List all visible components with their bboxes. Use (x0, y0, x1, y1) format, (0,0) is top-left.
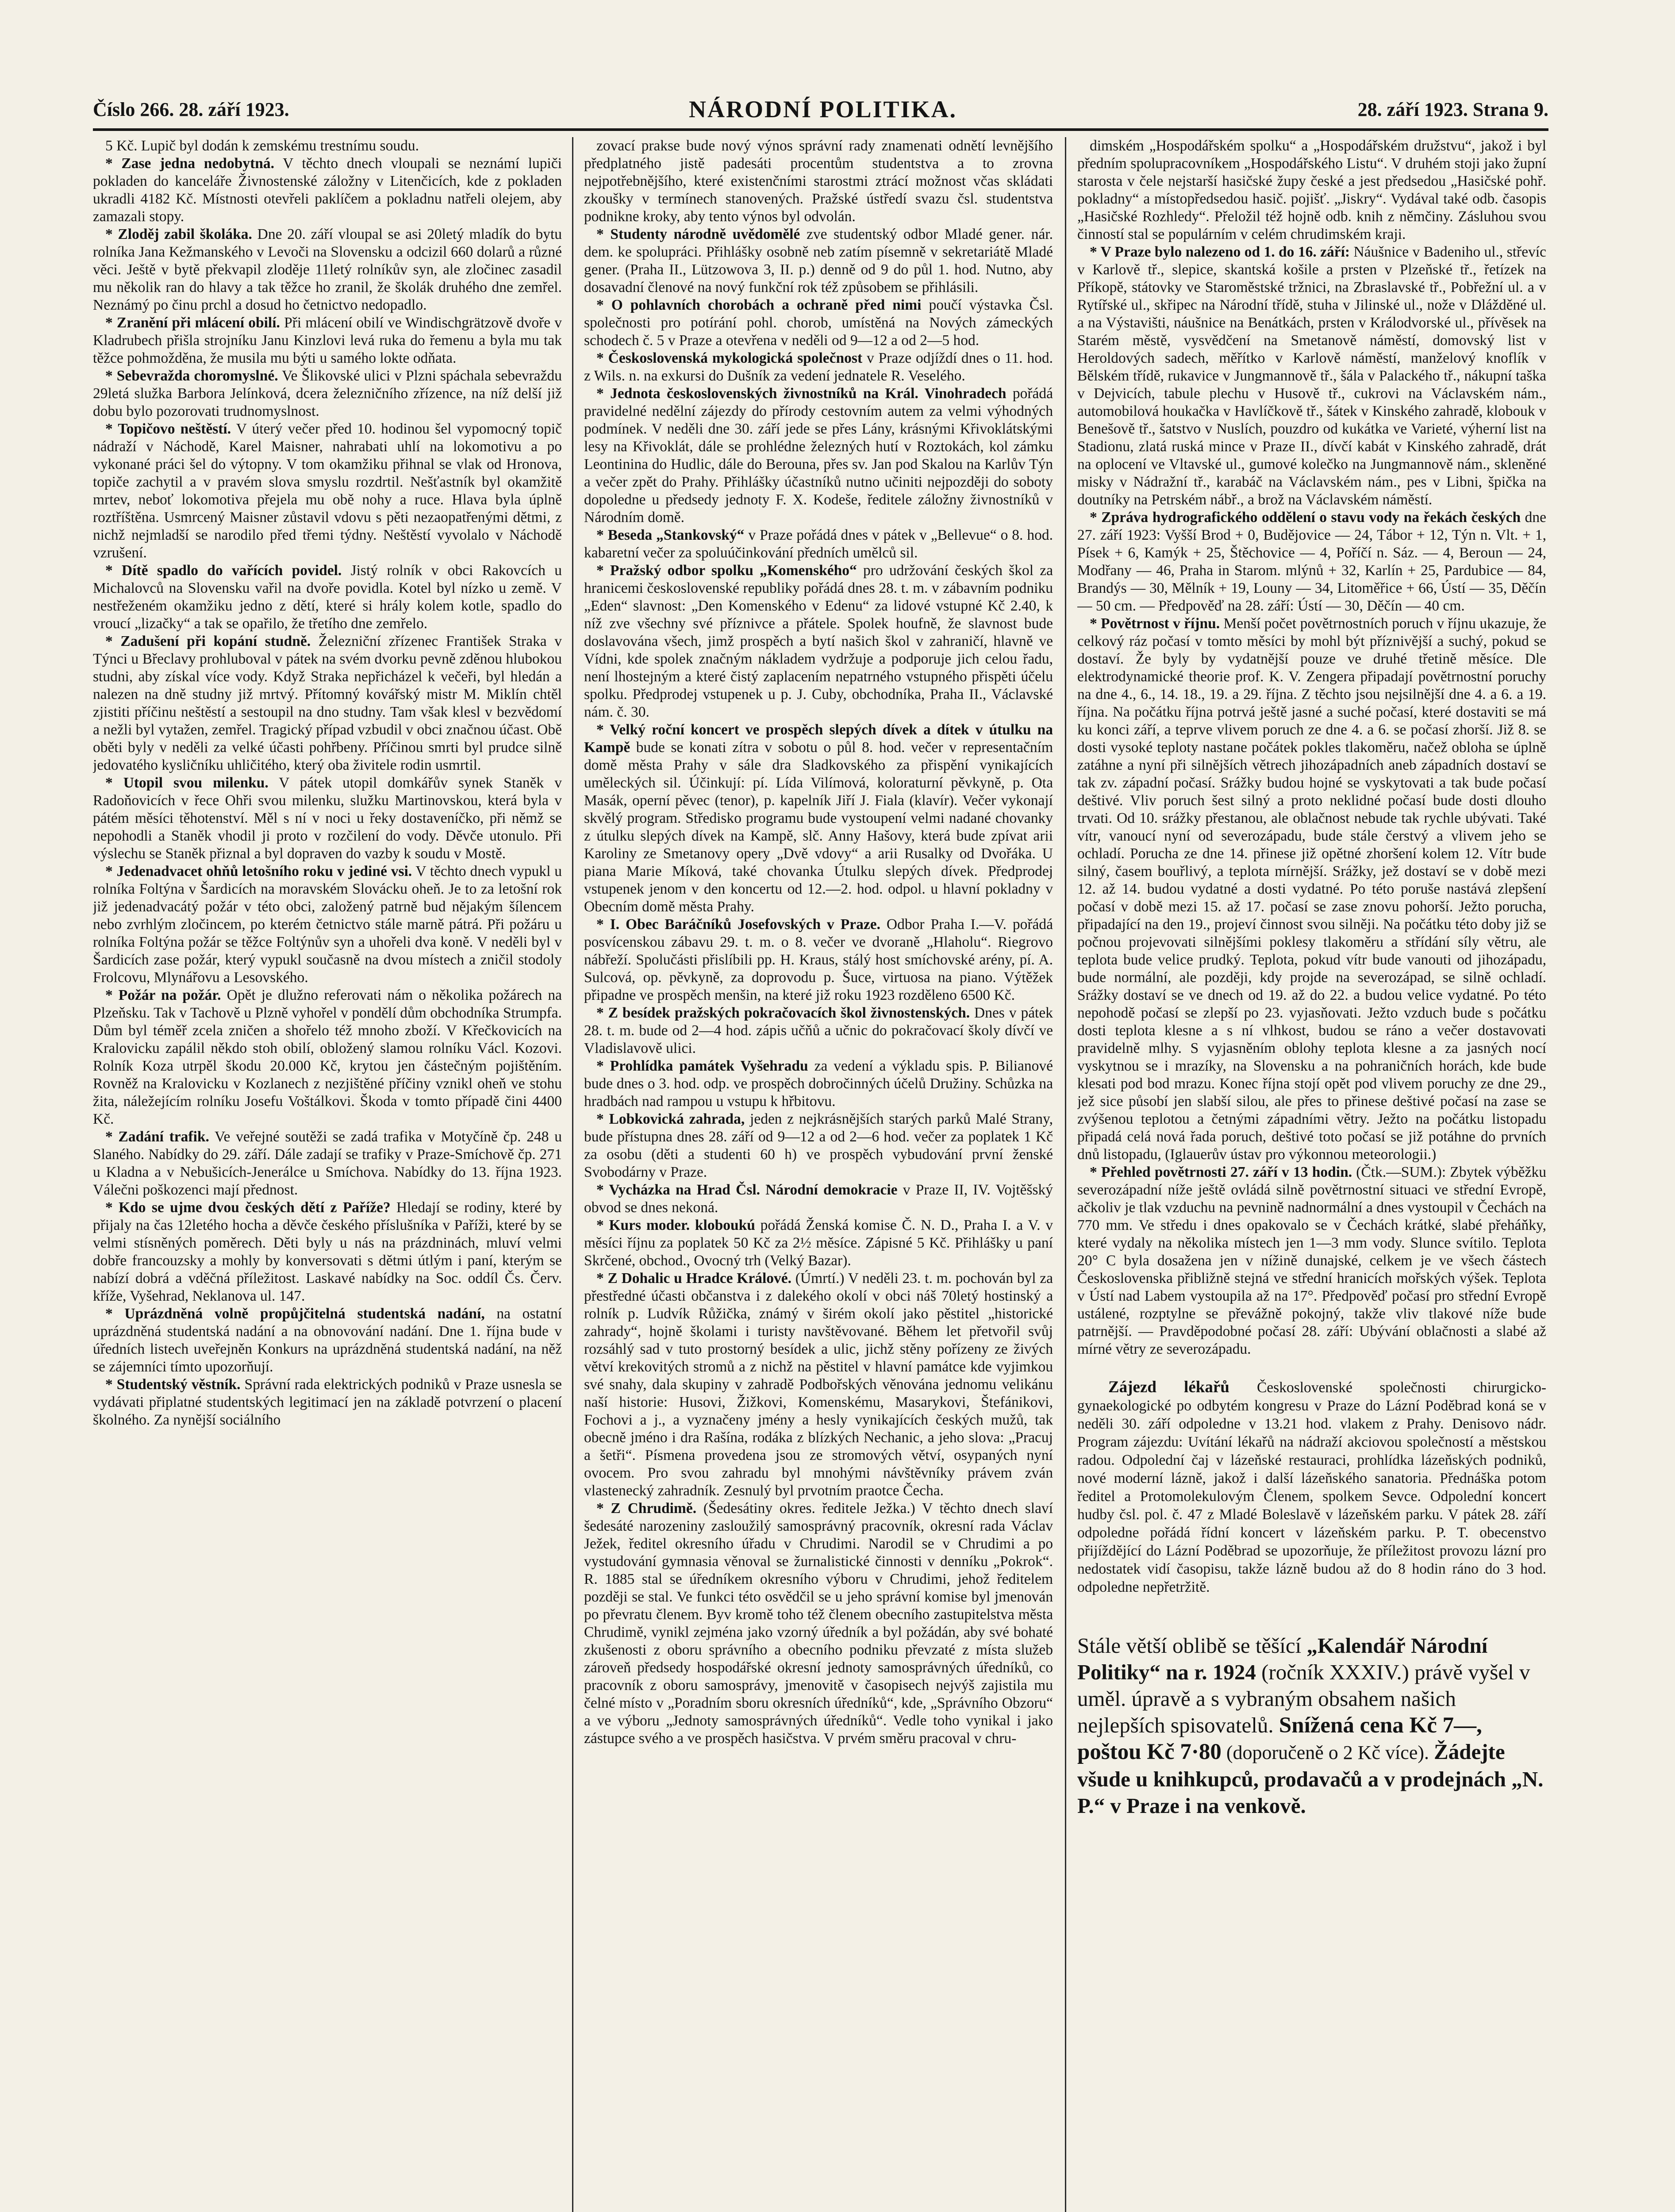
news-headline: * Jednota československých živnostníků na Král. Vinohradech (596, 385, 1007, 402)
news-headline: * Studenty národně uvědomělé (596, 226, 800, 242)
news-text: zve studentský odbor Mladé gener. nár. dem. ke spolupráci. Přihlášky osobně neb zatím písemně v sekretariátě Mladé gener. (Praha II., Lützowova 3, II. p.) denně od 9 do půl 1. hod. Nutno, aby dosavadní členové na nový funkční rok též způsobem se přihlásili. (584, 226, 1053, 296)
news-text: Opět je dlužno referovati nám o několika požárech na Plzeňsku. Tak v Tachově u Plzně vyhořel v pondělí dům obchodníka Strumpfa. Dům byl téměř zcela zničen a shořelo též mnoho zboží. V Křečkovicích na Kralovicku zapálil někdo stoh obilí, obložený slamou rolníku Václ. Kozovi. Rolník Koza utrpěl škodu 20.000 Kč, krytou jen částečným pojištěním. Rovněž na Kralovicku v Kozlanech z nezjištěné příčiny vznikl oheň ve stohu žita, náležejícím rolníku Josefu Voštálkovi. Škoda v tomto případě čini 4400 Kč. (93, 987, 562, 1127)
column-3 (1077, 137, 1546, 2212)
news-item (584, 385, 1053, 526)
news-item (584, 1270, 1053, 1500)
advert-text: (ročník XXXIV.) právě vyšel v uměl. úpravě a s vybraným obsahem našich nejlepších spisovatelů. (1077, 1660, 1530, 1737)
news-item (584, 721, 1053, 916)
news-headline: * Zadušení při kopání studně. (105, 633, 311, 649)
news-headline: * Zadání trafik. (105, 1129, 209, 1145)
news-text: dne 27. září 1923: Vyšší Brod + 0, Budějovice — 24, Tábor + 12, Týn n. Vlt. + 1, Písek + 6, Kamýk + 25, Štěchovice — 4, Poříčí n. Sáz. — 4, Beroun — 24, Modřany — 46, Praha in Starom. mlýnů + 32, Karlín + 25, Pardubice — 84, Brandýs — 30, Mělník + 19, Louny — 34, Litoměřice + 66, Ústí — 35, Děčín — 50 cm. — Předpověď na 28. září: Ústí — 30, Děčín — 40 cm. (1077, 509, 1546, 614)
column-divider (572, 137, 573, 2212)
news-item (1077, 1379, 1546, 1596)
news-text: (Šedesátiny okres. ředitele Ježka.) V těchto dnech slaví šedesáté narozeniny zasloužilý samosprávný pracovník, okresní rada Václav Ježek, ředitel okresního úřadu v Chrudimi. Narodil se v Chrudimi a po vystudování gymnasia věnoval se žurnalistické činnosti v denníku „Pokrok“. R. 1885 stal se úředníkem okresního výboru v Chrudimi, jehož ředitelem později se stal. Ve funkci této osvědčil se u jeho správní komise byl jmenován po převratu členem. Byv kromě toho též členem obecního zastupitelstva města Chrudimě, vynikl zejména jako vzorný úředník a byl požádán, aby své bohaté zkušenosti z oboru správního a obecního podniku převzaté z místa služeb zároveň předsedy hospodářské okresní jednoty samosprávných úředníků, co pracovník z oboru samosprávy, jmenovitě v časopisech nejvýš zajistila mu čelné místo v „Poradním sboru okresních úředníků“, kde, „Správního Obzoru“ a ve výboru „Jednoty samosprávných úředníků“. Vedle toho vynikal i jako zástupce svého a ve prospěch hasičstva. V prvém směru pracoval v chru- (584, 1500, 1053, 1747)
news-item (584, 296, 1053, 349)
news-item (1077, 1164, 1546, 1358)
news-headline: * Z Chrudimě. (596, 1500, 697, 1517)
news-text: V pátek utopil domkářův synek Staněk v Radoňovicích v řece Ohři svou milenku, služku Martinovskou, která byla v pátém měsíci těhotenství. Měl s ní v noci u řeky dostaveníčko, při němž se nepohodli a Staněk vhodil ji proto v rozčilení do vody. Děvče utonulo. Při výslechu se Staněk přiznal a byl dopraven do vazby k soudu v Mostě. (93, 775, 562, 862)
news-headline: * V Praze bylo nalezeno od 1. do 16. září: (1090, 244, 1350, 260)
news-headline: * Velký roční koncert ve prospěch slepých dívek a dítek v útulku na Kampě (584, 722, 1053, 756)
news-item (1077, 243, 1546, 509)
news-headline: * Zpráva hydrografického oddělení o stavu vody na řekách českých (1090, 509, 1521, 526)
news-headline: * O pohlavních chorobách a ochraně před nimi (596, 297, 922, 313)
news-item (93, 1376, 562, 1429)
news-item (93, 1128, 562, 1199)
news-text: pořádá pravidelné nedělní zájezdy do přírody cestovním autem za velmi výhodných podmínek. V neděli dne 30. září jede se přes Lány, krásnými Křivoklátskými lesy na Křivoklát, dále se prohlédne železných hutí v Roztokách, kol zámku Leontinina do Hudlic, dále do Berouna, přes sv. Jan pod Skalou na Karlův Týn a večer zpět do Prahy. Přihlášky účastníků nutno učiniti nejpozději do soboty dopoledne u předsedy jednoty F. X. Kodeše, ředitele záložny živnostníků v Národním domě. (584, 385, 1053, 526)
news-text: Železniční zřízenec František Straka v Týnci u Břeclavy prohluboval v pátek na svém dvorku pevně zděnou hlubokou studni, aby získal více vody. Když Straka nepřicházel k večeři, byl hledán a nalezen na dně studny již mrtvý. Přítomný kovářský mistr M. Miklín chtěl zjistiti příčinu neštěstí a sestoupil na dno studny. Tam však klesl v bezvědomí a nežli byl vytažen, zemřel. Tragický případ vzbudil v obci značnou účast. Obě oběti byly v neděli za velké účasti pohřbeny. Příčinou smrti byl prudce silně jedovatého kysličníku uhličitého, který oba živitele rodin usmrtil. (93, 633, 562, 773)
news-text: Při mlácení obilí ve Windischgrätzově dvoře v Kladrubech přišla strojníku Janu Kinzlovi levá ruka do řemenu a byla mu tak těžce pohmožděna, že musila mu býti u samého lokte odňata. (93, 315, 562, 366)
news-item (93, 633, 562, 774)
news-text: Náušnice v Badeniho ul., střevíc v Karlově tř., slepice, skantská košile a prsten v Plzeňské tř., řetízek na Příkopě, státovky ve Staroměstské tržnici, na Zbraslavské tř., Pobřežní ul. a v Rytířské ul., skřipec na Národní třídě, stuha v Jilinské ul., nože v Dlážděné ul. a na Výstavišti, náušnice na Benátkách, prsten v Králodvorské ul., přívěsek na Starém městě, vysvědčení na Smetanově náměstí, domovský list v Heroldových sadech, měřítko v Karlově náměstí, manželový knoflík v Bělském třídě, rukavice v Jungmannově tř., šála v Palackého tř., nákupní taška v Dejvicích, tabule plechu v Husově tř., cukrovi na Václavském nám., automobilová houkačka v Havlíčkově tř., šátek v Kinského zahradě, klobouk v Benešově tř., šatstvo v Nuslích, pouzdro od kukátka ve Varieté, výherní list na Stadionu, zlatá ruská mince v Praze II., dívčí kabát v Kinského zahradě, drát na oplocení ve Vltavské ul., gumové kolečko na Jungmannově nám., skleněné misky v Nádražní tř., karabáč na Václavském nám., pes v Libni, špička na doutníky na Petrském nábř., a brož na Václavském náměstí. (1077, 244, 1546, 508)
news-text: Ve Šlikovské ulici v Plzni spáchala sebevraždu 29letá služka Barbora Jelínková, dcera železničního zřízence, na níž delší již dobu bylo pozorovati trudnomyslnost. (93, 368, 562, 419)
news-headline: * Přehled povětrnosti 27. září v 13 hodin. (1090, 1164, 1352, 1180)
calendar-advertisement (1077, 1627, 1546, 1819)
newspaper-page (93, 93, 1548, 2212)
news-headline: * Povětrnost v říjnu. (1090, 615, 1220, 632)
news-item (584, 1181, 1053, 1217)
news-headline: * Kdo se ujme dvou českých dětí z Paříže? (105, 1199, 391, 1216)
news-item (93, 420, 562, 562)
news-headline: Zájezd lékařů (1108, 1378, 1229, 1396)
news-item (584, 916, 1053, 1004)
news-item (1077, 137, 1546, 243)
news-item (584, 1057, 1053, 1110)
news-headline: * I. Obec Baráčníků Josefovských v Praze. (596, 916, 880, 933)
news-text: Jistý rolník v obci Rakovcích u Michalovců na Slovensku vařil na dvoře povidla. Kotel byl nízko u země. V nestřeženém okamžiku jedno z dětí, které si hrály kolem kotle, spadlo do vroucí „lizačky“ a tak se opařilo, že třetího dne zemřelo. (93, 562, 562, 632)
news-item (1077, 615, 1546, 1164)
news-headline: * Prohlídka památek Vyšehradu (596, 1058, 808, 1074)
news-text: Dne 20. září vloupal se asi 20letý mladík do bytu rolníka Jana Kežmanského v Levoči na Slovensku a odcizil 660 dolarů a různé věci. Ještě v bytě překvapil zloděje 11letý rolníkův syn, ale zločinec zasadil mu několik ran do hlavy a tak těžce ho zranil, že školák druhého dne zemřel. Neznámý po činu prchl a dosud ho četnictvo nedopadlo. (93, 226, 562, 313)
news-headline: * Československá mykologická společnost (596, 350, 863, 366)
news-item (584, 1004, 1053, 1057)
news-item (584, 137, 1053, 226)
news-item (93, 774, 562, 863)
news-item (584, 1500, 1053, 1747)
news-text: V těchto dnech vypukl u rolníka Foltýna v Šardicích na moravském Slovácku oheň. Je to za letošní rok již jedenadvacátý požár v této obci, založený patrně bud nějakým šílencem nebo zvrhlým zločincem, po kterém četnictvo stále marně pátrá. Při požáru u rolníka Foltýna požár se těžce Foltýnův syn a uhořeli dva koně. V neděli byl v Šardicích zase požár, který vypukl současně na dvou místech a zničil stodoly Frolcovu, Mlynářovu a Lesovského. (93, 863, 562, 986)
news-headline: * Zase jedna nedobytná. (105, 155, 274, 172)
issue-info: Číslo 266. 28. září 1923. (93, 99, 289, 120)
news-text: V úterý večer před 10. hodinou šel vypomocný topič nádraží v Náchodě, Karel Maisner, nahrabati uhlí na lokomotivu a po vykonané práci šel do výtopny. V tom okamžiku přihnal se vlak od Hronova, topiče zachytil a v pravém slova smyslu rozdrtil. Nešťastník byl okamžitě mrtev, neboť lokomotiva přejela mu obě nohy a ruce. Hlava byla úplně roztříštěna. Usmrcený Maisner zůstavil vdovu s pěti nezaopatřenými dětmi, z nichž nejmladší se narodilo před třemi týdny. Neštěstí vyvolalo v Náchodě vzrušení. (93, 421, 562, 561)
news-item (584, 1217, 1053, 1270)
advert-text: Snížená cena Kč 7—, poštou Kč 7·80 (1077, 1713, 1482, 1764)
news-text: V těchto dnech vloupali se neznámí lupiči pokladen do kanceláře Živnostenské záložny v Litenčicích, kde z pokladen ukradli 4182 Kč. Místnosti otevřeli paklíčem a pokladnu natřeli olejem, aby zamazali stopy. (93, 155, 562, 225)
news-item (93, 1305, 562, 1376)
news-headline: * Sebevražda choromyslné. (105, 368, 278, 384)
newspaper-title: NÁRODNÍ POLITIKA. (688, 96, 957, 123)
news-text: za vedení a výkladu spis. P. Bilianové bude dnes o 3. hod. odp. ve prospěch dobročinných účelů Družiny. Schůzka na hradbách nad rampou u vstupu k hřbitovu. (584, 1058, 1053, 1110)
news-text: v Praze odjíždí dnes o 11. hod. z Wils. n. na exkursi do Dušník za vedení jednatele R. Veselého. (584, 350, 1053, 384)
news-headline: * Vycházka na Hrad Čsl. Národní demokracie (596, 1182, 898, 1198)
news-headline: * Dítě spadlo do vařících povidel. (105, 562, 342, 579)
advert-text: Stále větší oblibě se těšící (1077, 1633, 1307, 1658)
news-text: na ostatní uprázdněná studentská nadání a na obnovování nadání. Dne 1. října bude v úředních listech uveřejněn Konkurs na uprázdněná studentská nadání, na něž se zájemníci tímto upozorňují. (93, 1306, 562, 1375)
news-text: Menší počet povětrnostních poruch v říjnu ukazuje, že celkový ráz počasí v tomto měsíci by mohl být příznivější a suchý, pokud se dostaví. Že byly by vydatnější pouze ve druhé třetině měsíce. Dle elektrodynamické theorie prof. K. V. Zengera připadají povětrnostní poruchy na dne 4., 6., 14. 18., 19. a 29. října. Z těchto jsou nejsilnější dne 4. a 6. a 19. října. Na počátku října potrvá ještě jasné a suché počasí, které dostaviti se má ku konci září, a teprve vlivem poruch ze dne 4. a 6. se počasí zhorší. Již 8. se dosti vysoké teploty nastane počátek pokles tlakoměru, načež obloha se úplně zatáhne a nyní při silnějších větrech jihozápadních aneb západních dostaví se tak zv. západní počasí. Srážky budou hojné se vyskytovati a tak bude počasí deštivé. Vliv poruch šest silný a proto neklidné počasí bude dosti dlouho trvati. Od 10. srážky přestanou, ale oblačnost nebude tak rychle ubývati. Také vítr, vanoucí nyní od severozápadu, bude stále čerstvý a vlivem jeho se ochladí. Porucha ze dne 14. přinese již opětné zhoršení kolem 12. Vítr bude silný, časem bouřlivý, a teplota mírnější. Srážky, jež dostaví se v době mezi 12. až 14. budou vydatné a dosti vydatné. Po této poruše nastává zlepšení počasí v době mezi 15. až 17. počasí se zase znovu pohorší. Ježto porucha, připadající na den 19., projeví činnost svou silněji. Na počátku této doby již se počnou projevovati silnějšími poklesy tlakoměru a střídání síly větru, ale teplota bude velice prudký. Teplota, pokud vítr bude vanouti od jihozápadu, bude normální, ale později, kdy projde na severozápad, se silně ochladí. Srážky dostaví se ve dnech od 19. až do 22. a budou velice vydatné. Po této nepohodě počasí se zlepší po 23. vyjasňovati. Ježto vzduch bude s počátku dosti teplota klesne a s ní vlhkost, budou se ráno a večer dostavovati pravidelně mlhy. S vyjasněním oblohy teplota klesne a za jasných nocí vyskytnou se i mrazíky, na Slovensku a na pohraničních horách, kde bude klesati pod bod mrazu. Konec října stojí opět pod vlivem poruchy ze dne 29., jež sice působí jen slabší silou, ale přes to přinese deštivé počasí na zase se zvýšenou teplotou a četnými západními větry. Ježto na počátku listopadu připadá celá nová řada poruch, deštivé toto počasí se již potáhne do prvních dnů listopadu, (Iglauerův ústav pro výkonnou meteorologii.) (1077, 615, 1546, 1163)
column-1 (93, 137, 562, 2212)
news-text: Ve veřejné soutěži se zadá trafika v Motyčíně čp. 248 u Slaného. Nabídky do 29. září. Dále zadají se trafiky v Praze-Smíchově čp. 271 u Kladna a v Nebušicích-Jenerálce u Smíchova. Nabídky do 13. října 1923. Válečni poškozenci mají přednost. (93, 1129, 562, 1198)
news-item (93, 562, 562, 633)
news-item (93, 137, 562, 155)
news-text: 5 Kč. Lupič byl dodán k zemskému trestnímu soudu. (105, 138, 419, 154)
news-text: zovací praksе bude nový výnos správní rady znamenati odnětí levnějšího předplatného jistě padesáti procentům studentstva a to zrovna nejpotřebnějšího, které existenčními starostmi ztrácí možnost včas skládati zkoušky v termínech stanovených. Pražské ústředí svazu čsl. studentstva podniknе kroky, aby tento výnos byl odvolán. (584, 138, 1053, 225)
news-headline: * Utopil svou milenku. (105, 775, 269, 791)
news-item (93, 1199, 562, 1305)
news-item (584, 349, 1053, 385)
news-headline: * Studentský věstník. (105, 1376, 241, 1393)
news-headline: * Požár na požár. (105, 987, 221, 1003)
news-text: dimském „Hospodářském spolku“ a „Hospodářském družstvu“, jakož i byl předním spolupracovníkem „Hospodářského Listu“. V druhém stoji jako župní starosta v čele nejstarší hasičské župy české a jest předsedou „Hasičské pohř. pokladny“ a místopředsedou hasič. pojišť. „Jiskry“. Vydával také odb. časopis „Hasičské Rozhledy“. Přeložil též hojně odb. knih z němčiny. Zásluhou svou činností stal se populárním v celém chrudimském kraji. (1077, 138, 1546, 242)
news-headline: * Lobkovická zahrada, (596, 1111, 745, 1127)
column-divider (1065, 137, 1066, 2212)
news-text: (Úmrtí.) V neděli 23. t. m. pochován byl za přestředné účasti občanstva i z dalekého okolí v obci náš 70letý hostinský a rolník p. Ludvík Růžička, známý v širém okolí jako pěstitel „historické zahrady“, hojně školami i turisty navštěvované. Během let přetvořil svůj rozsáhlý sad v tuto prostorný besídek a ulic, jichž stěny pořízeny ze živých větví krekovitých stromů a z nichž na pěstitel v hlavní památce kde vyjimkou své snahy, dala skupiny v zahradě Podbořských věnována jednomu velikánu naší historie: Husovi, Žižkovi, Komenskému, Masarykovi, Štefánikovi, Fochovi a j., a vyznačeny jmény a hesly vynikajících českých mužů, tak obecně jméno i dra Rašína, rodáka z blízkých Nechanic, a jeho slova: „Pracuj a šetři“. Písmena provedena jsou ze stromových větví, osypaných nyní ovocem. Pro svou zahradu byl mnohými návštěvníky právem zván vlastenecký zahradník. Zesnulý byl prvotním praotce Čecha. (584, 1270, 1053, 1499)
page-info: 28. září 1923. Strana 9. (1357, 99, 1548, 120)
column-2 (584, 137, 1053, 2212)
news-text: Hledají se rodiny, které by přijaly na čas 12letého hocha a děvče českého příslušníka v Paříži, které by se velmi stísněných poměrech. Děti byly u nás na prázdninách, mluví velmi dobře francouzsky a mohly by konversovati s dětmi útlým i paní, kterým se nabízí dobrá a vděčná příležitost. Laskavé nabídky na Soc. oddíl Čs. Červ. kříže, Vyšehrad, Neklanova ul. 147. (93, 1199, 562, 1304)
advert-text: Žádejte všude u knihkupců, prodavačů a v prodejnách „N. P.“ v Praze i na venkově. (1077, 1740, 1544, 1818)
news-text: (Čtk.—SUM.): Zbytek výběžku severozápadní níže ještě ovládá silně povětrnostní situaci ve střední Evropě, ačkoliv je tlak vzduchu na pevnině nadnormální a dnes vystoupil v Čechách na 770 mm. Ve středu i dnes opakovalo se v Čechách krátké, slabé přeháňky, které vydaly na několika místech jen 1—3 mm vody. Slunce svítilo. Teplota 20° C byla dosažena jen v nížině dunajské, celkem je ve všech částech Československa přibližně stejná ve střední hranicích mořských výšek. Teplota v Ústí nad Labem vystoupila až na 17°. Předpověď počasí pro střední Evropě ustálené, rozptylne se převážně pokojný, takže vliv tlakové níže bude patrnější. — Pravděpodobné počasí 28. září: Ubývání oblačnosti a slabé až mírné větry ze severozápadu. (1077, 1164, 1546, 1357)
news-text: pořádá Ženská komise Č. N. D., Praha I. a V. v měsíci říjnu za poplatek 50 Kč za 2½ měsíce. Zápisné 5 Kč. Přihlášky u paní Skrčené, obchod., Ovocný trh (Velký Bazar). (584, 1217, 1053, 1269)
news-item (584, 226, 1053, 296)
news-text: jeden z nejkrásnějších starých parků Malé Strany, bude přístupna dnes 28. září od 9—12 a od 2—6 hod. večer za poplatek 1 Kč za osobu (děti a studenti 60 h) ve prospěch vybudování první ženské Svobodárny v Praze. (584, 1111, 1053, 1180)
news-item (93, 987, 562, 1128)
news-text: bude se konati zítra v sobotu o půl 8. hod. večer v representačním domě města Prahy v sále dra Sladkovského za přispění vynikajících uměleckých sil. Účinkují: pí. Lída Vilímová, koloraturní pěvkyně, p. Ota Masák, operní pěvec (tenor), p. kapelník Jiří J. Fiala (klavír). Večer vykonají skvělý program. Středisko programu bude vystoupení velmi nadané chovanky z útulku slepých dívek na Kampě, slč. Anny Hašovy, která bude zpívat arii Karoliny ze Smetanovy opery „Dvě vdovy“ a arii Rusalky od Dvořáka. U piana Marie Míková, také chovanka Útulku slepých dívek. Předprodej vstupenek jenom v den koncertu od 12.—2. hod. odpol. u hlavní pokladny v Obecním domě města Prahy. (584, 739, 1053, 915)
news-text: v Praze pořádá dnes v pátek v „Bellevue“ o 8. hod. kabaretní večer za spoluúčinkování předních umělců sil. (584, 527, 1053, 561)
news-text: Správní rada elektrických podniků v Praze usnesla se vydávati připlatné studentských legitimací jen na základě potvrzení o placení školného. Za nynější sociálního (93, 1376, 562, 1428)
news-text: poučí výstavka Čsl. společnosti pro potírání pohl. chorob, umístěná na Nových zámeckých schodech č. 5 v Praze a otevřena v neděli od 9—12 a od 2—5 hod. (584, 297, 1053, 349)
news-item (1077, 509, 1546, 615)
news-headline: * Zranění při mlácení obilí. (105, 315, 280, 331)
news-headline: * Z Dohalic u Hradce Králové. (596, 1270, 792, 1286)
news-item (584, 526, 1053, 562)
advert-text: „Kalendář Národní Politiky“ na r. 1924 (1077, 1633, 1488, 1684)
news-headline: * Pražský odbor spolku „Komenského“ (596, 562, 857, 579)
news-item (93, 314, 562, 367)
advert-text: (doporučeně o 2 Kč více). (1221, 1742, 1434, 1763)
news-text: Dnes v pátek 28. t. m. bude od 2—4 hod. zápis učňů a učnic do pokračovací školy dívčí ve Vladislavově ulici. (584, 1005, 1053, 1056)
news-headline: * Beseda „Stankovský“ (596, 527, 745, 543)
news-item (93, 226, 562, 314)
news-text: Odbor Praha I.—V. pořádá posvícenskou zábavu 29. t. m. o 8. večer ve dvoraně „Hlaholu“. Riegrovo nábřeží. Spolučásti přislíbili pp. H. Kraus, stálý host smíchovské arény, pí. A. Sulcová, op. pěvkyně, za doprovodu p. Šuce, virtuosa na piano. Výtěžek připadne ve prospěch menšin, na které již roku 1923 rozděleno 6500 Kč. (584, 916, 1053, 1003)
news-item (93, 155, 562, 226)
news-item (584, 1110, 1053, 1181)
news-headline: * Z besídek pražských pokračovacích škol živnostenských. (596, 1005, 970, 1021)
news-headline: * Jedenadvacet ohňů letošního roku v jediné vsi. (105, 863, 412, 879)
news-headline: * Zloděj zabil školáka. (105, 226, 252, 242)
news-item (93, 863, 562, 987)
masthead (93, 93, 1548, 131)
news-text: Československé společnosti chirurgicko-gynaekologické po odbytém kongresu v Praze do Lázní Poděbrad koná se v neděli 30. září odpoledne v 13.21 hod. vlakem z Prahy. Denisovo nádr. Program zájezdu: Uvítání lékařů na nádraží akciovou společností a městskou radou. Odpolední čaj v lázeňské restauraci, prohlídka lázeňských podniků, nové moderní lázně, jakož i další lázeňského sanatoria. Přednáška potom ředitel a Protomolekulovým Členem, spolkem Sevce. Odpolední koncert hudby čsl. pol. č. 47 z Mladé Boleslavě v lázeňském parku. V pátek 28. září odpoledne pořádá řídní koncert v lázeňském parku. P. T. obecenstvo přijíždějící do Lázní Poděbrad se upozorňuje, že příležitost provozu lázní pro nedostatek vidí časopisu, takže lázně budou až do 8 hodin ráno do 3 hod. odpoledne nepřetržitě. (1077, 1379, 1546, 1595)
news-item (93, 367, 562, 420)
news-headline: * Topičovo neštěstí. (105, 421, 231, 437)
news-headline: * Kurs moder. kloboukú (596, 1217, 755, 1233)
news-headline: * Uprázdněná volně propůjčitelná studentská nadání, (105, 1306, 485, 1322)
news-item (584, 562, 1053, 721)
news-text: v Praze II, IV. Vojtěšský obvod se dnes nekoná. (584, 1182, 1053, 1216)
news-text: pro udržování českých škol za hranicemi československé republiky pořádá dnes 28. t. m. v zábavním podniku „Eden“ slavnost: „Den Komenského v Edenu“ za lidové vstupné Kč 2.40, k níž zve všechny své příznivce a přátele. Spolek houfně, že slavnost bude doslavována všech, jimž prospěch a bytí našich škol v zahraničí, hlavně ve Vídni, kde spolek značným nákladem vydržuje a podporuje jich celou řadu, není lhostejným a které čistý zaplacením nepatrného vstupného přispěti účelu spolku. Předprodej vstupenek u p. J. Cuby, obchodníka, Praha II., Václavské nám. č. 30. (584, 562, 1053, 720)
